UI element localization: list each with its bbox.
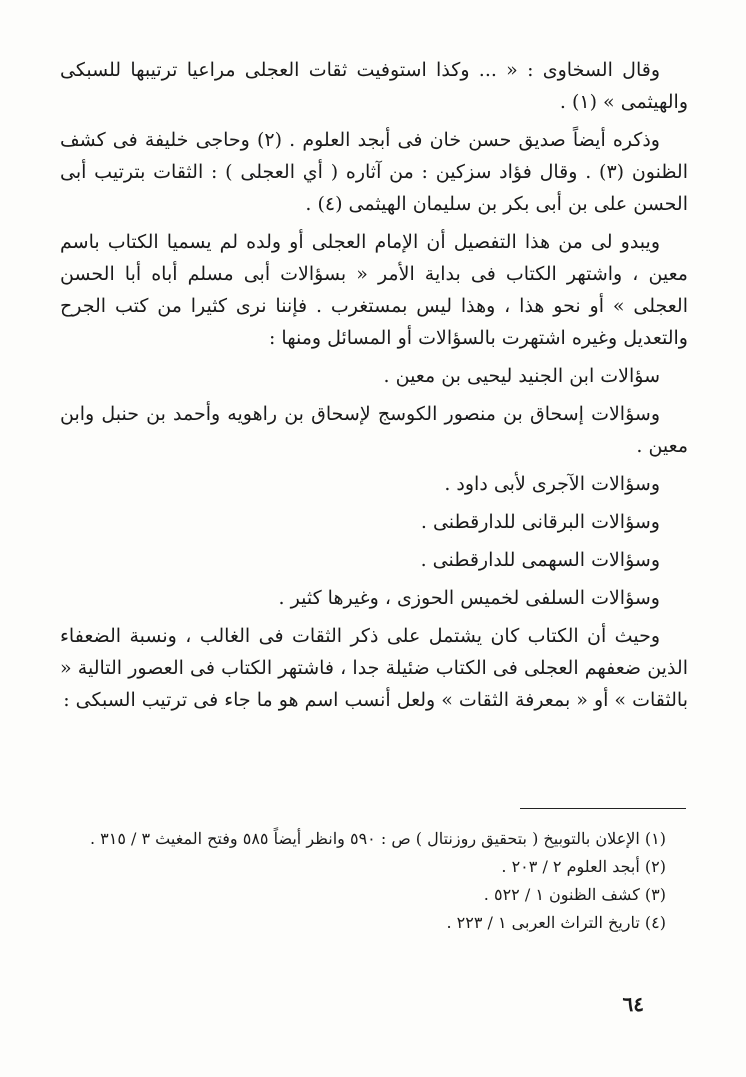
footnote-divider	[520, 808, 686, 809]
paragraph-references: وذكره أيضاً صديق حسن خان فى أبجد العلوم . (٢) وحاجى خليفة فى كشف الظنون (٣) . وقال فؤاد سزكين : من آثاره ( أي العجلى ) : الثقات بترتيب أبى الحسن على بن أبى بكر بن سليمان الهيثمى (٤) .	[60, 129, 689, 215]
footnote: (٢) أبجد العلوم ٢ / ٢٠٣ .	[501, 857, 666, 876]
list-item: وسؤالات البرقانى للدارقطنى .	[420, 511, 660, 533]
paragraph-sakhawi: وقال السخاوى : « ... وكذا استوفيت ثقات العجلى مراعيا ترتيبها للسبكى والهيثمى » (١) .	[60, 59, 688, 113]
list-item: وسؤالات السلفى لخميس الحوزى ، وغيرها كثير .	[278, 587, 660, 609]
footnote: (١) الإعلان بالتوبيخ ( بتحقيق روزنتال ) ص : ٥٩٠ وانظر أيضاً ٥٨٥ وفتح المغيث ٣ / ٣١٥ .	[89, 829, 666, 848]
list-item: وسؤالات السهمى للدارقطنى .	[420, 549, 660, 571]
footnote: (٣) كشف الظنون ١ / ٥٢٢ .	[483, 885, 666, 904]
footnote: (٤) تاريخ التراث العربى ١ / ٢٢٣ .	[446, 913, 666, 932]
footnotes	[60, 826, 688, 938]
list-item: وسؤالات الآجرى لأبى داود .	[444, 473, 660, 495]
list-item: وسؤالات إسحاق بن منصور الكوسج لإسحاق بن راهويه وأحمد بن حنبل وابن معين .	[60, 403, 688, 457]
list-item: سؤالات ابن الجنيد ليحيى بن معين .	[383, 365, 660, 387]
paragraph-title-discussion: ويبدو لى من هذا التفصيل أن الإمام العجلى أو ولده لم يسميا الكتاب باسم معين ، واشتهر الكتاب فى بداية الأمر « بسؤالات أبى مسلم أباه أبا الحسن العجلى » أو نحو هذا ، وهذا ليس بمستغرب . فإننا نرى كثيرا من كتب الجرح والتعديل وغيره اشتهرت بالسؤالات أو المسائل ومنها :	[60, 231, 688, 349]
paragraph-closing: وحيث أن الكتاب كان يشتمل على ذكر الثقات فى الغالب ، ونسبة الضعفاء الذين ضعفهم العجلى فى الكتاب ضئيلة جدا ، فاشتهر الكتاب فى العصور التالية « بالثقات » أو « بمعرفة الثقات » ولعل أنسب اسم هو ما جاء فى ترتيب السبكى :	[60, 625, 688, 711]
page-number: ٦٤	[622, 992, 644, 1016]
page-body	[60, 54, 688, 722]
sualat-list	[60, 360, 688, 614]
